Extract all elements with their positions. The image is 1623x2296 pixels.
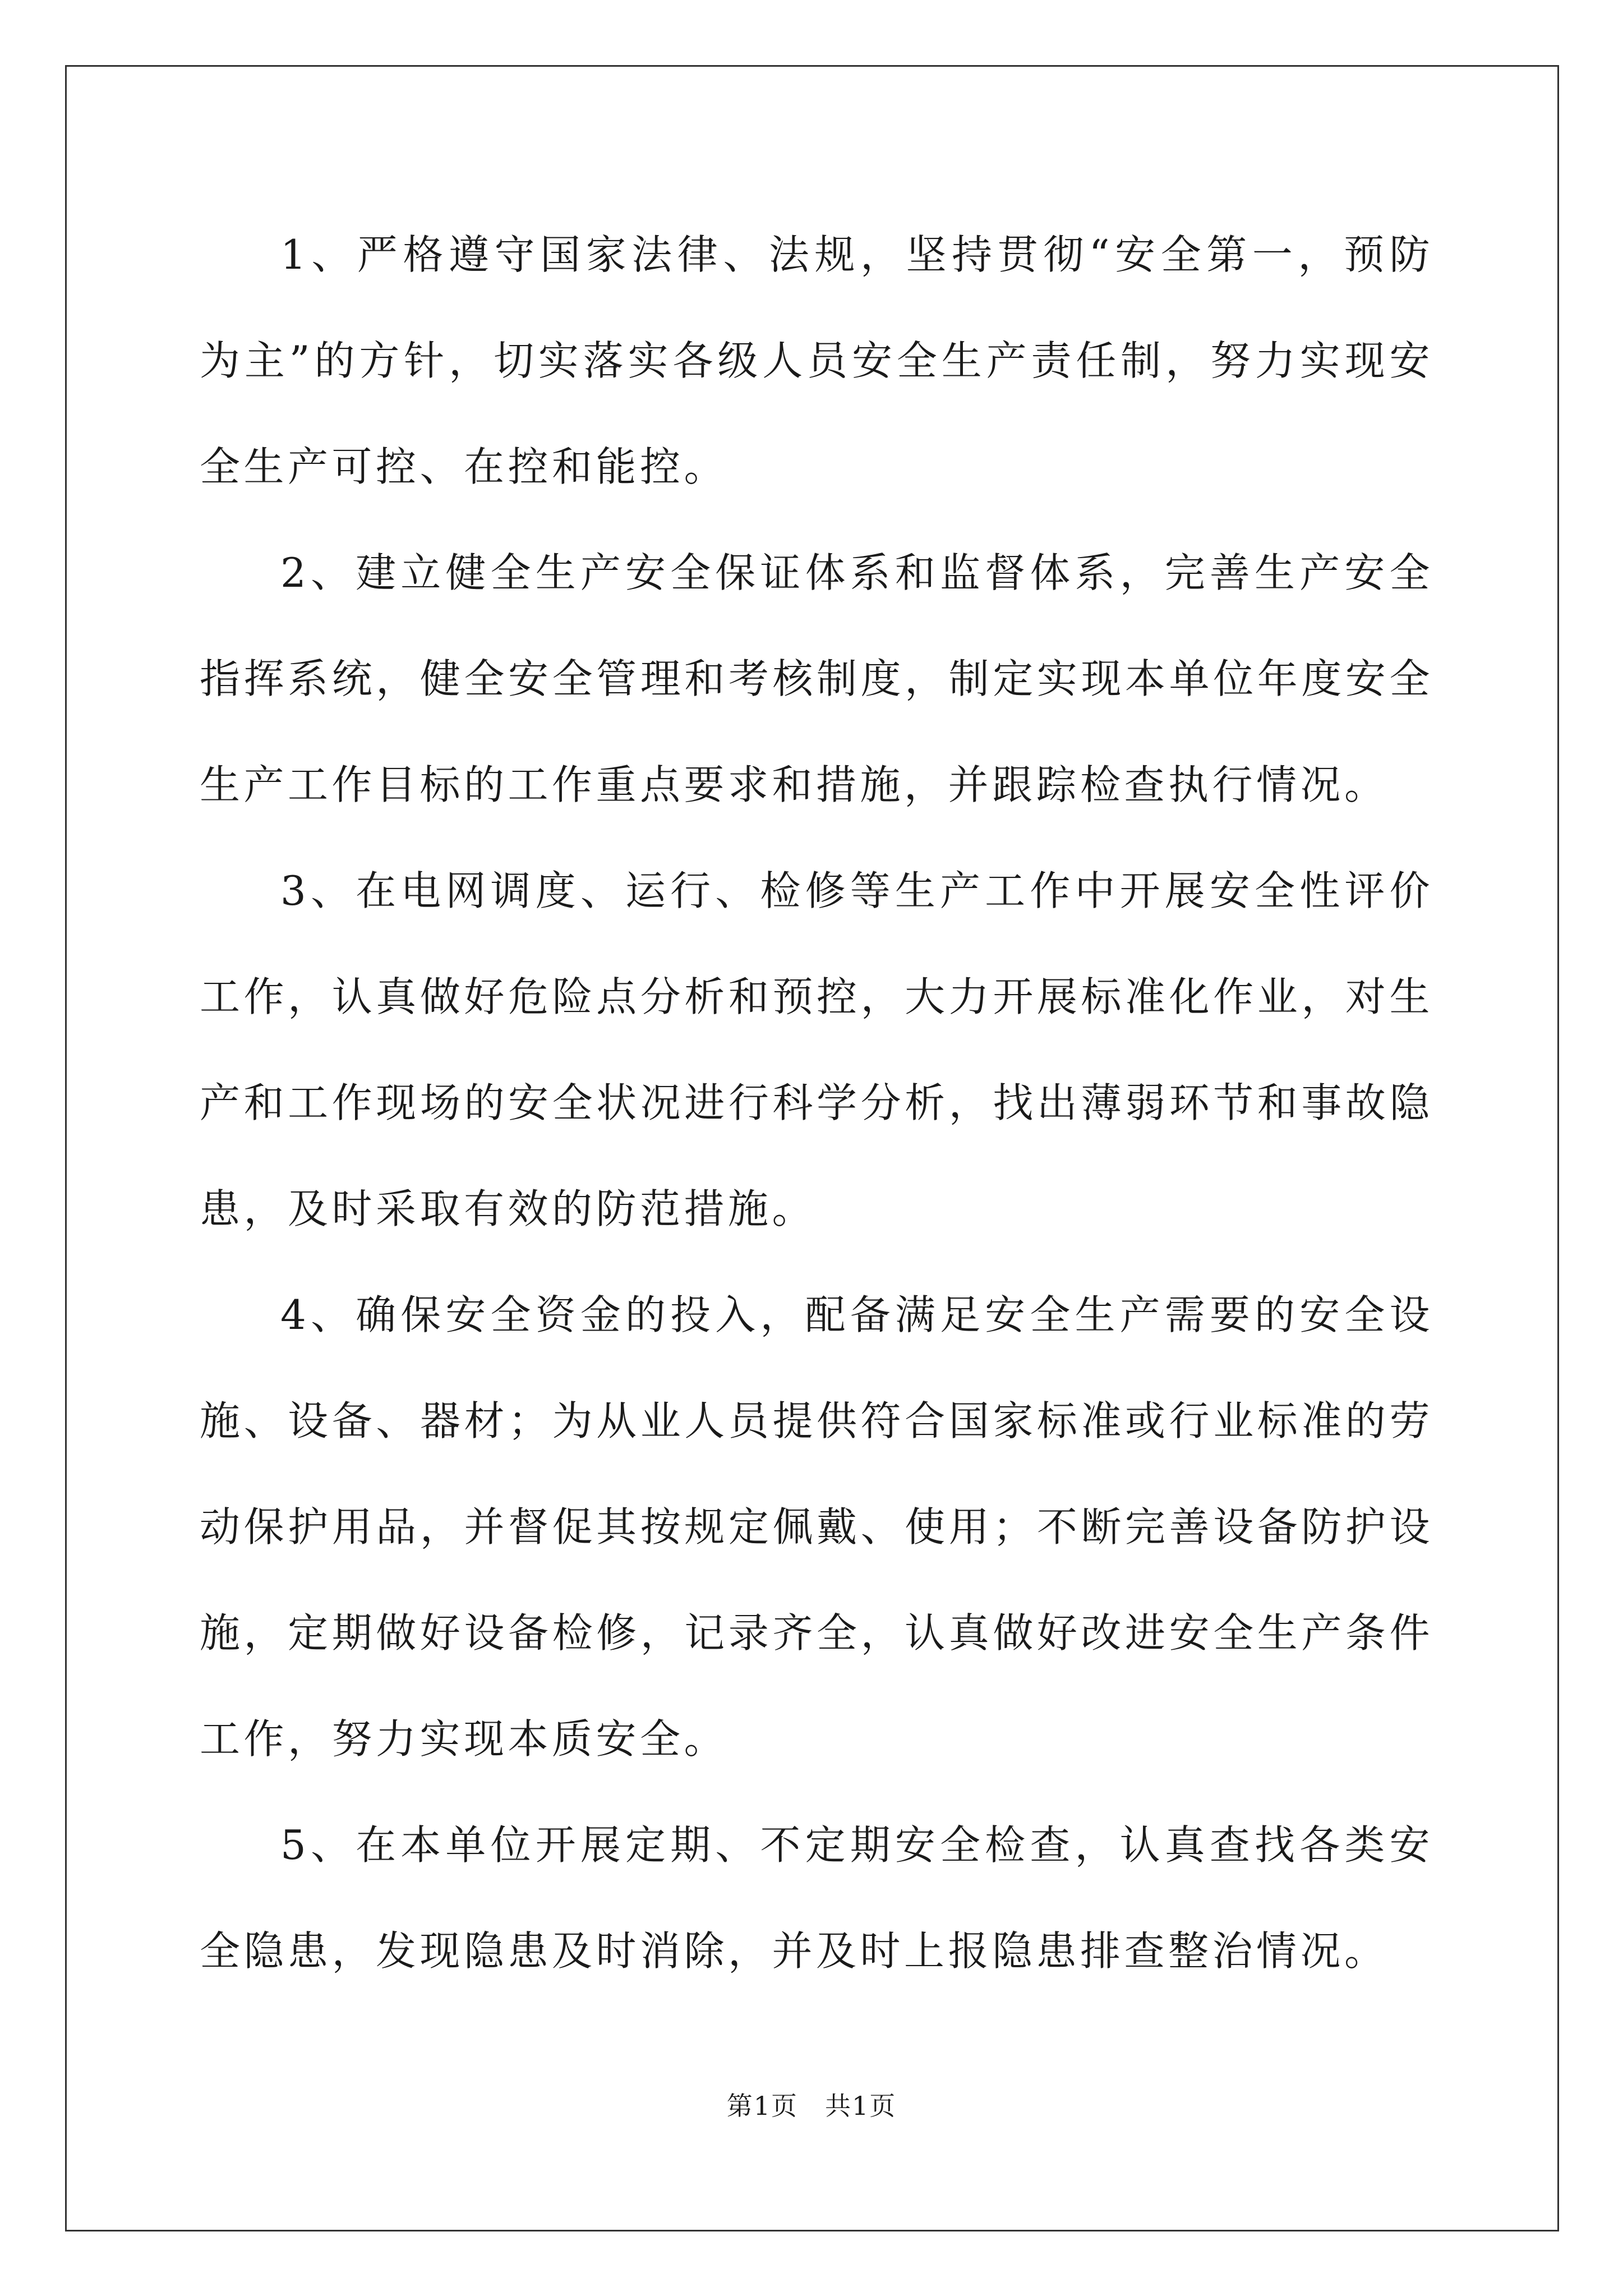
paragraph-3: 3、在电网调度、运行、检修等生产工作中开展安全性评价工作，认真做好危险点分析和预控，大力开展标准化作业，对生产和工作现场的安全状况进行科学分析，找出薄弱环节和事故隐患，及时采取有效的防范措施。 [200,867,1433,1232]
paragraph-2: 2、建立健全生产安全保证体系和监督体系，完善生产安全指挥系统，健全安全管理和考核制度，制定实现本单位年度安全生产工作目标的工作重点要求和措施，并跟踪检查执行情况。 [200,549,1433,808]
paragraph-5: 5、在本单位开展定期、不定期安全检查，认真查找各类安全隐患，发现隐患及时消除，并及时上报隐患排查整治情况。 [200,1821,1433,1975]
paragraph-1: 1、严格遵守国家法律、法规，坚持贯彻“安全第一，预防为主”的方针，切实落实各级人员安全生产责任制，努力实现安全生产可控、在控和能控。 [200,231,1433,490]
page-footer: 第1页 共1页 [726,2091,897,2121]
paragraph-4: 4、确保安全资金的投入，配备满足安全生产需要的安全设施、设备、器材；为从业人员提供符合国家标准或行业标准的劳动保护用品，并督促其按规定佩戴、使用；不断完善设备防护设施，定期做好设备检修，记录齐全，认真做好改进安全生产条件工作，努力实现本质安全。 [200,1291,1433,1763]
document-body [200,202,1433,2004]
